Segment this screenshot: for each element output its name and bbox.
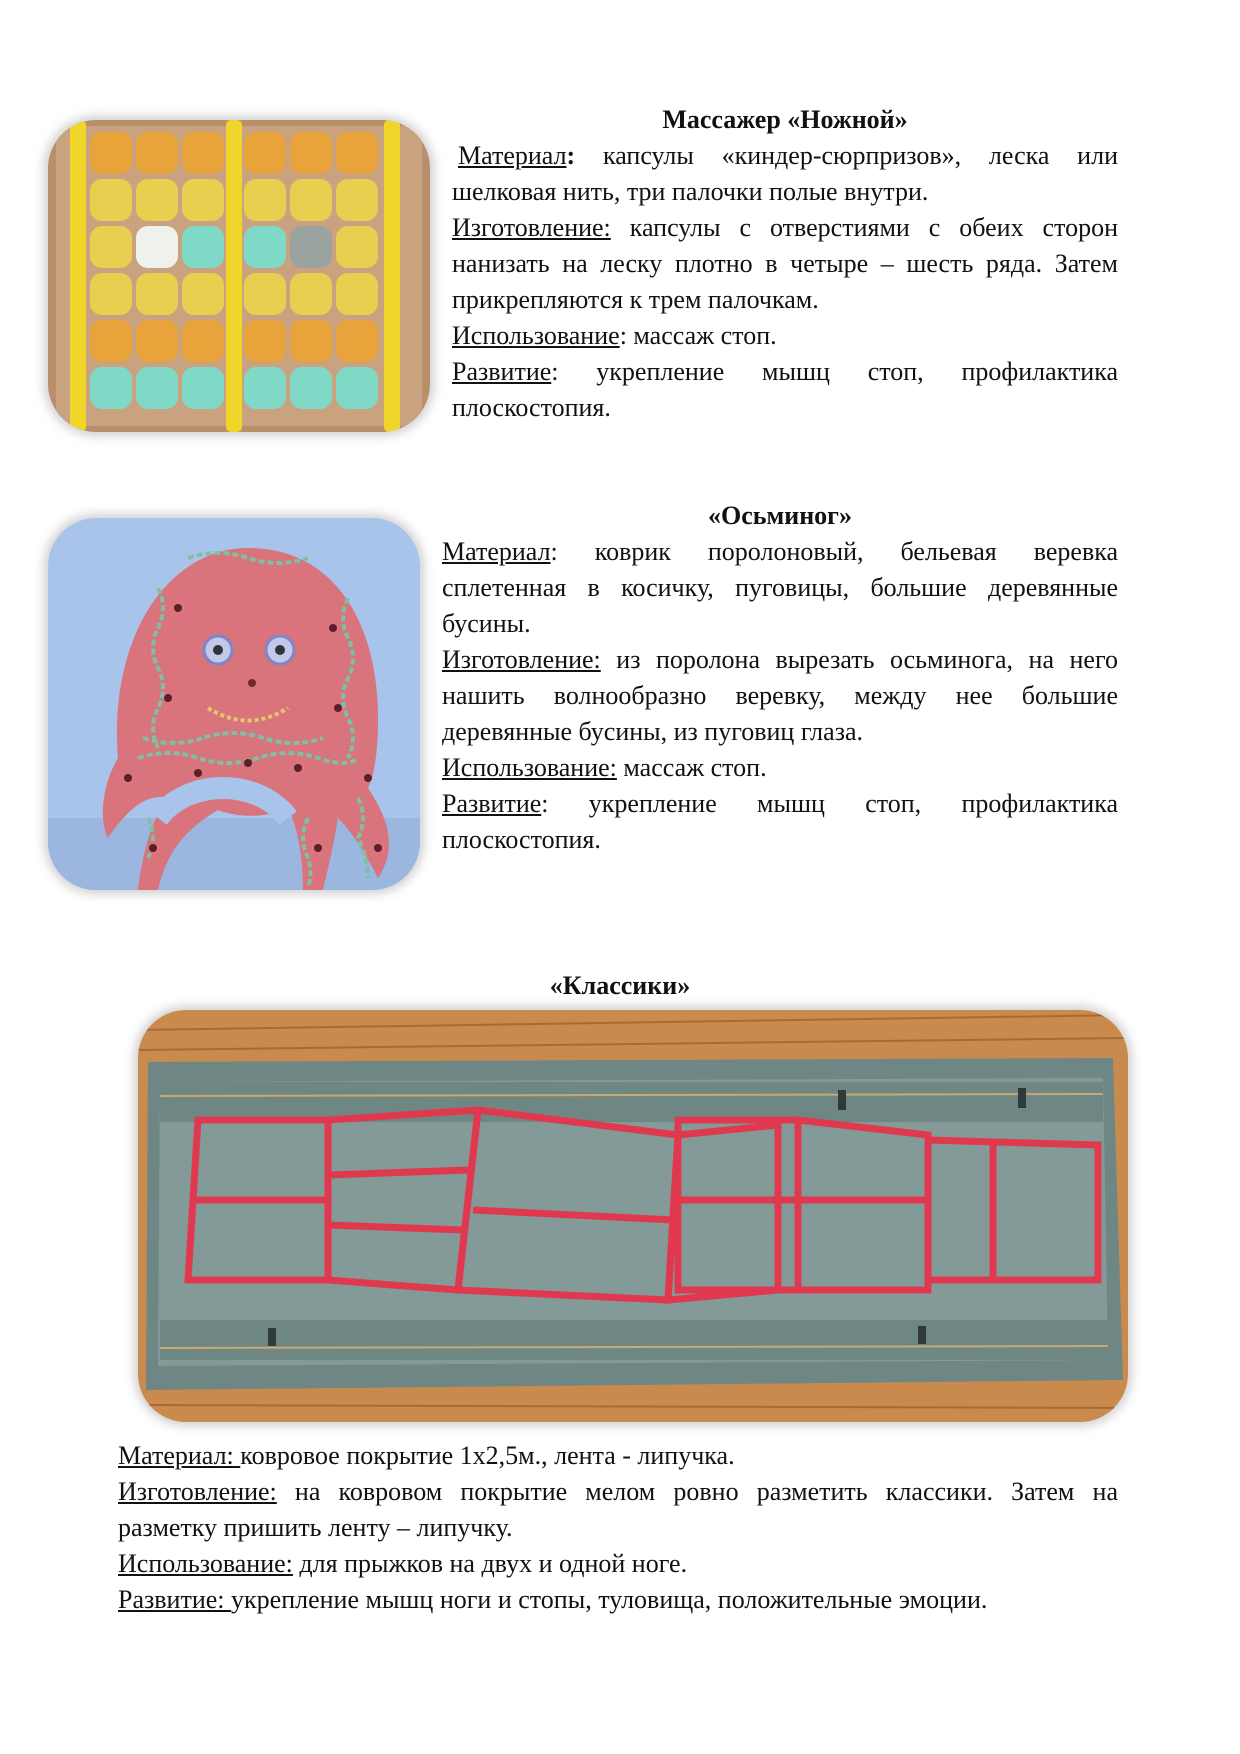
capsule (136, 132, 178, 174)
foot-massager-photo (48, 120, 430, 432)
material-paragraph (442, 534, 1118, 642)
capsule (90, 132, 132, 174)
section-massager (452, 102, 1118, 426)
octopus-photo (48, 518, 420, 890)
section-hopscotch (118, 1438, 1118, 1618)
usage-paragraph (442, 750, 1118, 786)
capsule (336, 132, 378, 174)
usage-text: : массаж стоп. (619, 321, 777, 350)
making-paragraph (442, 642, 1118, 750)
development-text: : укрепление мышц стоп, профилактика плоскостопия. (442, 789, 1118, 854)
hopscotch-photo (138, 1010, 1128, 1422)
usage-label: Использование: (442, 753, 617, 782)
capsule (182, 367, 224, 409)
making-paragraph (452, 210, 1118, 318)
capsule (290, 367, 332, 409)
capsule (244, 273, 286, 315)
making-text: из поролона вырезать осьминога, на него нашить волнообразно веревку, между нее большие деревянные бусины, из пуговиц глаза. (442, 645, 1118, 746)
usage-label: Использование: (118, 1549, 293, 1578)
capsule (182, 132, 224, 174)
capsule (336, 226, 378, 268)
capsule (136, 226, 178, 268)
capsule (290, 226, 332, 268)
capsule (244, 320, 286, 362)
capsule (90, 226, 132, 268)
capsule (290, 179, 332, 221)
material-label: Материал (458, 141, 567, 170)
capsule (336, 273, 378, 315)
hopscotch-image (138, 1010, 1128, 1422)
capsule (290, 132, 332, 174)
capsule (290, 320, 332, 362)
material-label: Материал (442, 537, 551, 566)
making-label: Изготовление: (118, 1477, 277, 1506)
capsule (336, 367, 378, 409)
capsule (336, 179, 378, 221)
section-title: Массажер «Ножной» (662, 105, 908, 134)
development-paragraph (118, 1582, 1118, 1618)
hollow-stick (384, 120, 400, 432)
material-label: Материал: (118, 1441, 241, 1470)
usage-text: массаж стоп. (616, 753, 767, 782)
material-text: капсулы «киндер-сюрпризов», леска или шелковая нить, три палочки полые внутри. (452, 141, 1118, 206)
capsule (136, 179, 178, 221)
hollow-stick (226, 120, 242, 432)
capsule (244, 132, 286, 174)
octopus-image (48, 518, 420, 890)
development-label: Развитие (452, 357, 552, 386)
usage-label: Использование (452, 321, 620, 350)
capsule (136, 320, 178, 362)
material-paragraph (118, 1438, 1118, 1474)
making-label: Изготовление: (442, 645, 601, 674)
capsule (90, 367, 132, 409)
section-octopus (442, 498, 1118, 858)
capsule (290, 273, 332, 315)
capsule (244, 226, 286, 268)
section-title: «Осьминог» (708, 501, 852, 530)
development-label: Развитие (442, 789, 542, 818)
development-text: укрепление мышц ноги и стопы, туловища, положительные эмоции. (231, 1585, 988, 1614)
capsule (182, 179, 224, 221)
capsule (90, 179, 132, 221)
development-label: Развитие: (118, 1585, 232, 1614)
material-sep: : (566, 141, 576, 170)
usage-paragraph (452, 318, 1118, 354)
development-paragraph (452, 354, 1118, 426)
capsule (182, 273, 224, 315)
making-text: на ковровом покрытие мелом ровно разметить классики. Затем на разметку пришить ленту – липучку. (118, 1477, 1118, 1542)
foot-massager-image (48, 120, 430, 432)
material-text: ковровое покрытие 1х2,5м., лента - липучка. (240, 1441, 735, 1470)
capsule (182, 320, 224, 362)
usage-text: для прыжков на двух и одной ноге. (292, 1549, 688, 1578)
capsule (136, 273, 178, 315)
capsule (244, 367, 286, 409)
development-paragraph (442, 786, 1118, 858)
hollow-stick (70, 120, 86, 432)
making-label: Изготовление: (452, 213, 611, 242)
development-text: : укрепление мышц стоп, профилактика плоскостопия. (452, 357, 1118, 422)
making-text: капсулы с отверстиями с обеих сторон нанизать на леску плотно в четыре – шесть ряда. Затем прикрепляются к трем палочкам. (452, 213, 1118, 314)
making-paragraph (118, 1474, 1118, 1546)
section-title-hopscotch: «Классики» (549, 971, 691, 1000)
capsule (90, 320, 132, 362)
capsule (244, 179, 286, 221)
capsule (136, 367, 178, 409)
material-text: : коврик поролоновый, бельевая веревка сплетенная в косичку, пуговицы, большие деревянные бусины. (442, 537, 1118, 638)
capsule (336, 320, 378, 362)
capsule (182, 226, 224, 268)
capsule (90, 273, 132, 315)
material-paragraph (452, 138, 1118, 210)
usage-paragraph (118, 1546, 1118, 1582)
